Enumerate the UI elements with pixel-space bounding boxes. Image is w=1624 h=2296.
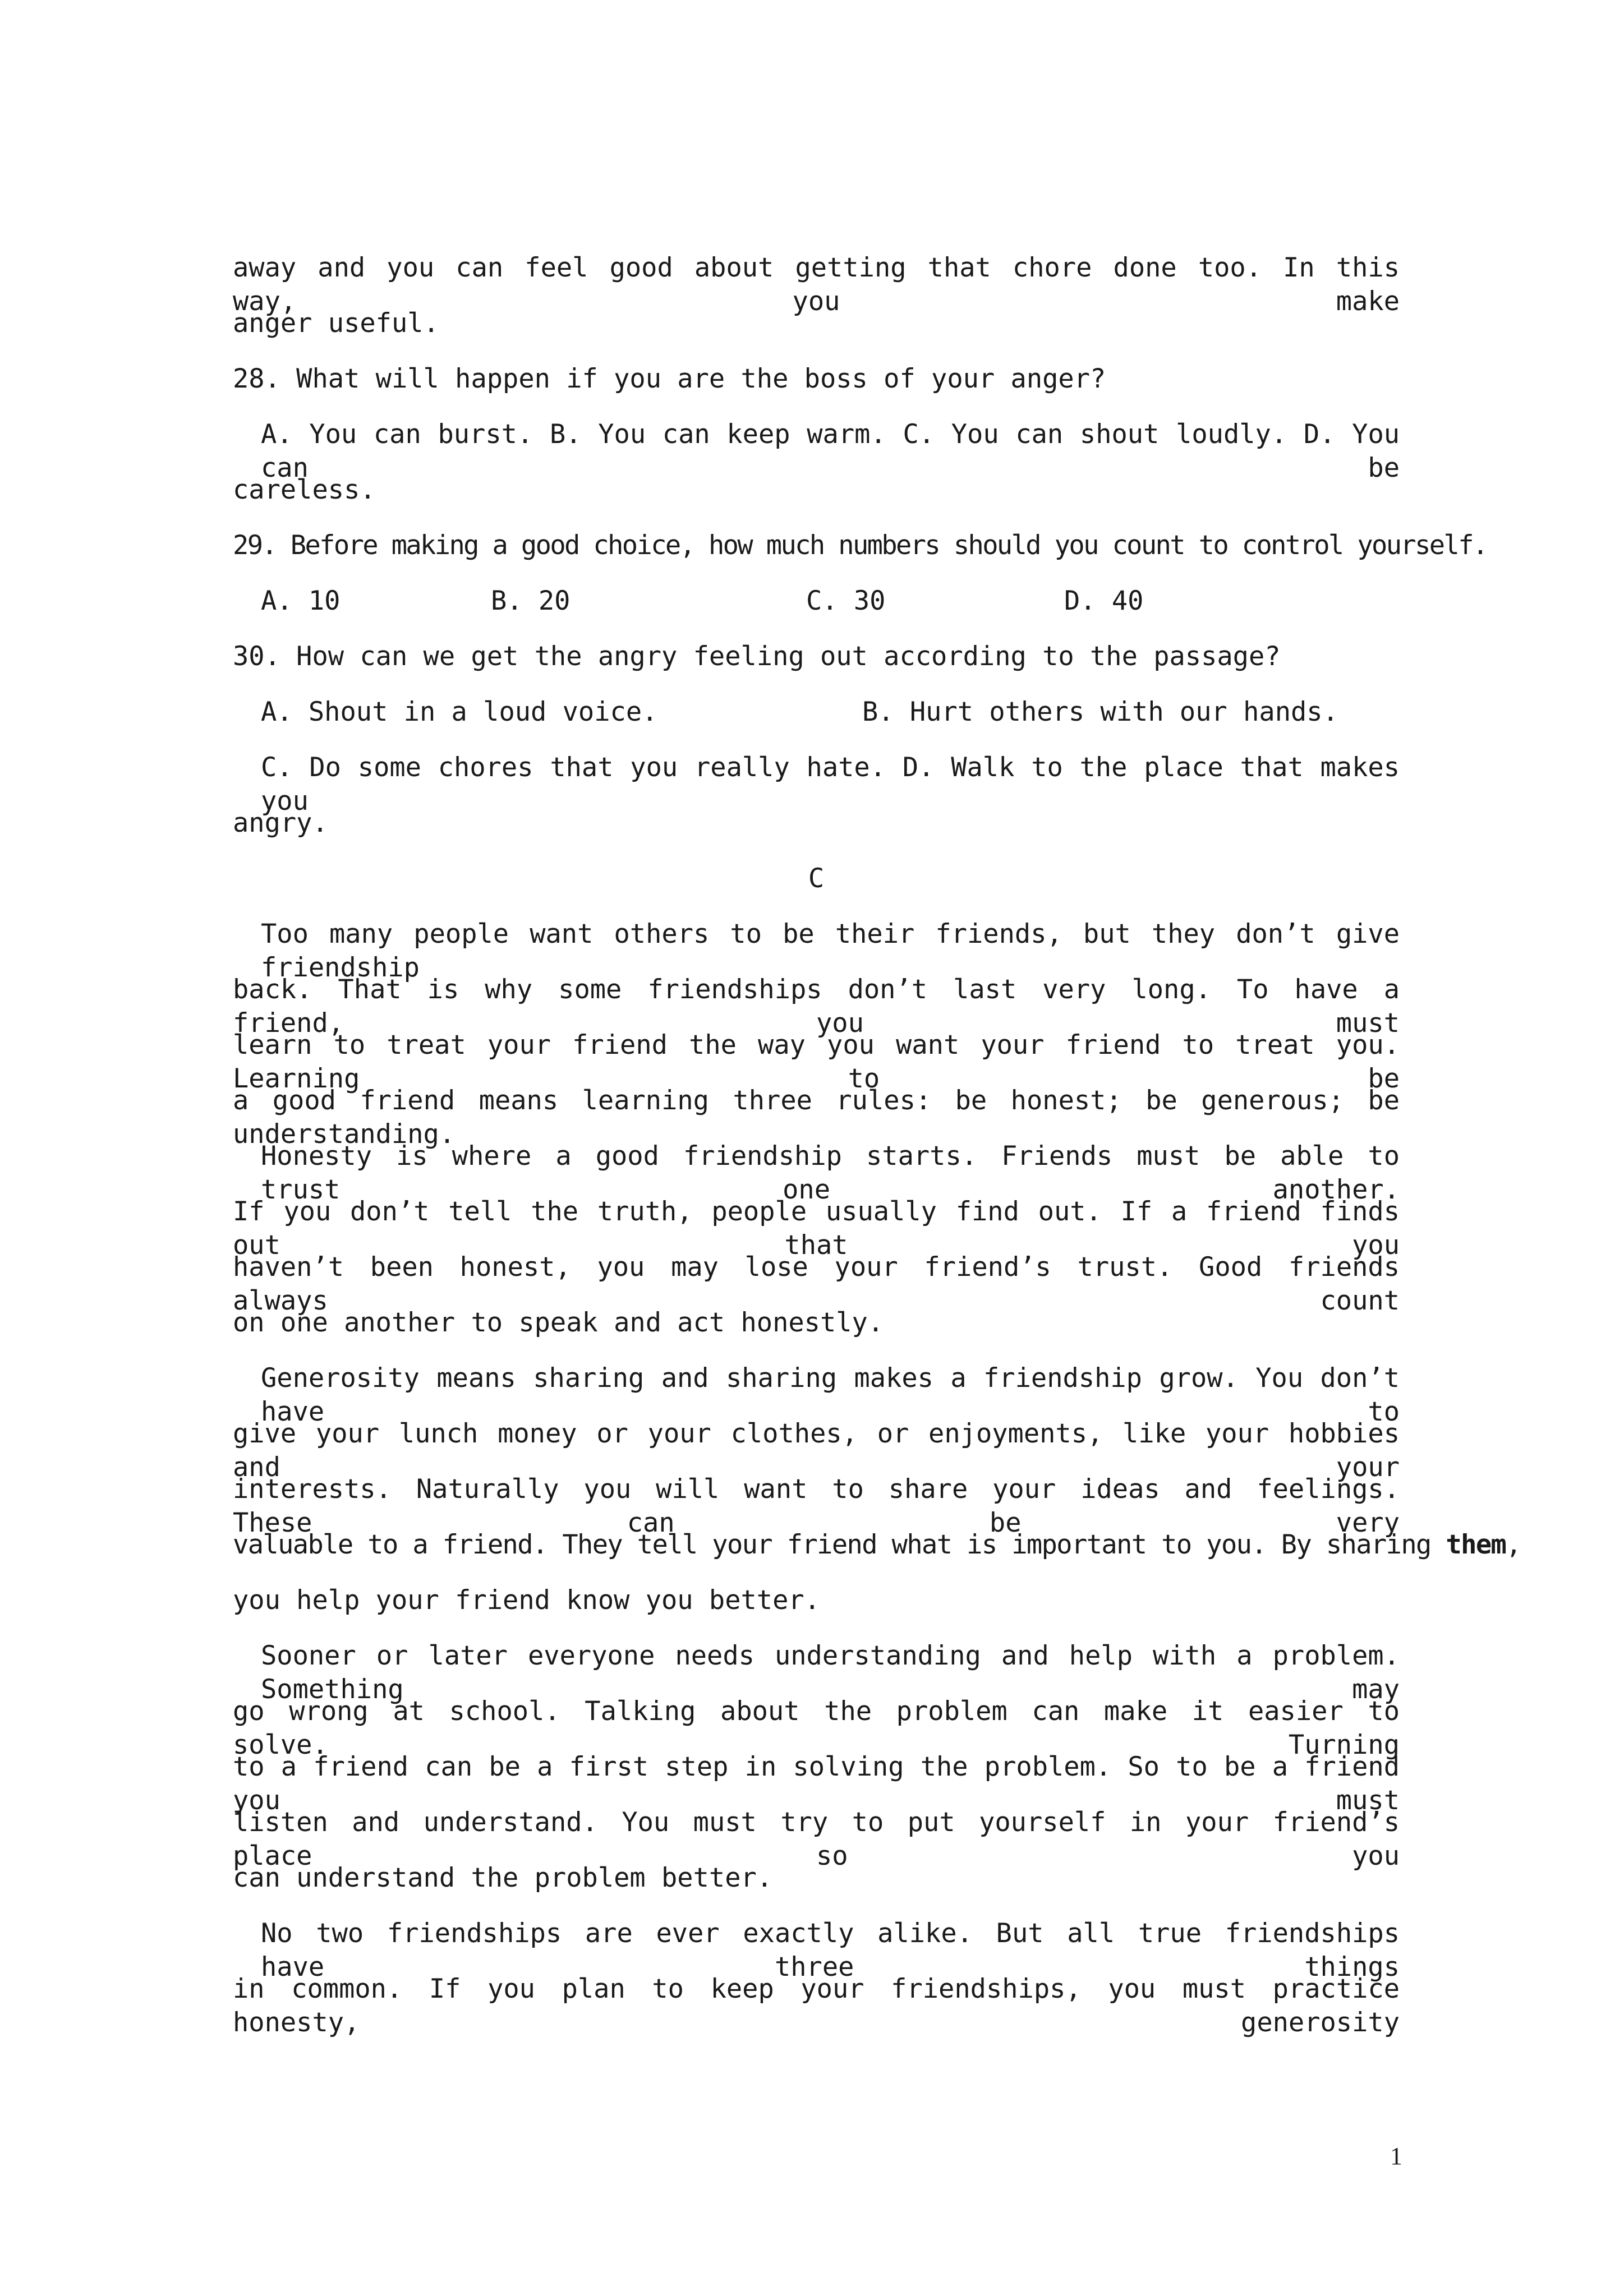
passage-line: you help your friend know you better.: [233, 1585, 820, 1616]
passage-line: in common. If you plan to keep your friendships, you must practice honesty, generosity: [233, 1974, 1400, 2038]
question-30-options-cd: [261, 751, 1400, 817]
option-c[interactable]: C. 30: [806, 585, 886, 616]
passage-line: on one another to speak and act honestly.: [233, 1307, 884, 1338]
option-d-wrap: angry.: [233, 808, 328, 838]
passage-line: to a friend can be a first step in solving the problem. So to be a friend you must: [233, 1751, 1400, 1816]
option-a[interactable]: A. Shout in a loud voice.: [261, 697, 658, 727]
passage-text: valuable to a friend. They tell your friend what is important to you. By sharing: [233, 1529, 1446, 1560]
passage-line: Too many people want others to be their friends, but they don’t give friendship: [261, 919, 1400, 983]
option-b[interactable]: B. Hurt others with our hands.: [862, 697, 1338, 727]
passage-line: listen and understand. You must try to put yourself in your friend’s place so you: [233, 1807, 1400, 1871]
option-d-wrap: careless.: [233, 474, 376, 505]
option-c[interactable]: C. Do some chores that you really hate.: [261, 752, 886, 783]
passage-line: learn to treat your friend the way you want your friend to treat you. Learning to be: [233, 1030, 1400, 1094]
option-a[interactable]: A. 10: [261, 585, 341, 616]
passage-line: a good friend means learning three rules: be honest; be generous; be understanding.: [233, 1085, 1400, 1150]
passage-line: back. That is why some friendships don’t last very long. To have a friend, you must: [233, 974, 1400, 1039]
passage-line: If you don’t tell the truth, people usually find out. If a friend finds out that you: [233, 1196, 1400, 1261]
option-d[interactable]: D. You can be: [261, 419, 1400, 483]
option-d[interactable]: D. Walk to the place that makes you: [261, 752, 1400, 817]
passage-line: Generosity means sharing and sharing makes a friendship grow. You don’t have to: [261, 1363, 1400, 1427]
passage-line: go wrong at school. Talking about the problem can make it easier to solve. Turning: [233, 1696, 1400, 1760]
passage-line: away and you can feel good about getting that chore done too. In this way, you make: [233, 252, 1400, 317]
question-30-stem: 30. How can we get the angry feeling out according to the passage?: [233, 641, 1281, 672]
page-number: 1: [1390, 2142, 1402, 2170]
option-b[interactable]: B. 20: [491, 585, 571, 616]
option-a[interactable]: A. You can burst.: [261, 419, 533, 450]
question-28-options: [261, 418, 1400, 483]
passage-line: No two friendships are ever exactly alike. But all true friendships have three things: [261, 1918, 1400, 1983]
passage-line: Sooner or later everyone needs understanding and help with a problem. Something may: [261, 1640, 1400, 1705]
passage-line: Honesty is where a good friendship starts. Friends must be able to trust one another.: [261, 1141, 1400, 1205]
question-29-stem: 29. Before making a good choice, how much numbers should you count to control yourself.: [233, 530, 1487, 561]
passage-line: haven’t been honest, you may lose your friend’s trust. Good friends always count: [233, 1252, 1400, 1316]
passage-line: give your lunch money or your clothes, or enjoyments, like your hobbies and your: [233, 1418, 1400, 1483]
punctuation: ,: [1506, 1529, 1521, 1560]
question-28-stem: 28. What will happen if you are the boss of your anger?: [233, 363, 1106, 394]
option-d[interactable]: D. 40: [1064, 585, 1144, 616]
passage-line: interests. Naturally you will want to share your ideas and feelings. These can be very: [233, 1474, 1400, 1538]
passage-line: [233, 1528, 1521, 1562]
passage-line: anger useful.: [233, 308, 439, 339]
passage-line: can understand the problem better.: [233, 1862, 773, 1893]
option-b[interactable]: B. You can keep warm.: [549, 419, 886, 450]
emphasized-word: them: [1446, 1529, 1506, 1560]
section-heading: C: [808, 863, 825, 894]
option-c[interactable]: C. You can shout loudly.: [903, 419, 1287, 450]
